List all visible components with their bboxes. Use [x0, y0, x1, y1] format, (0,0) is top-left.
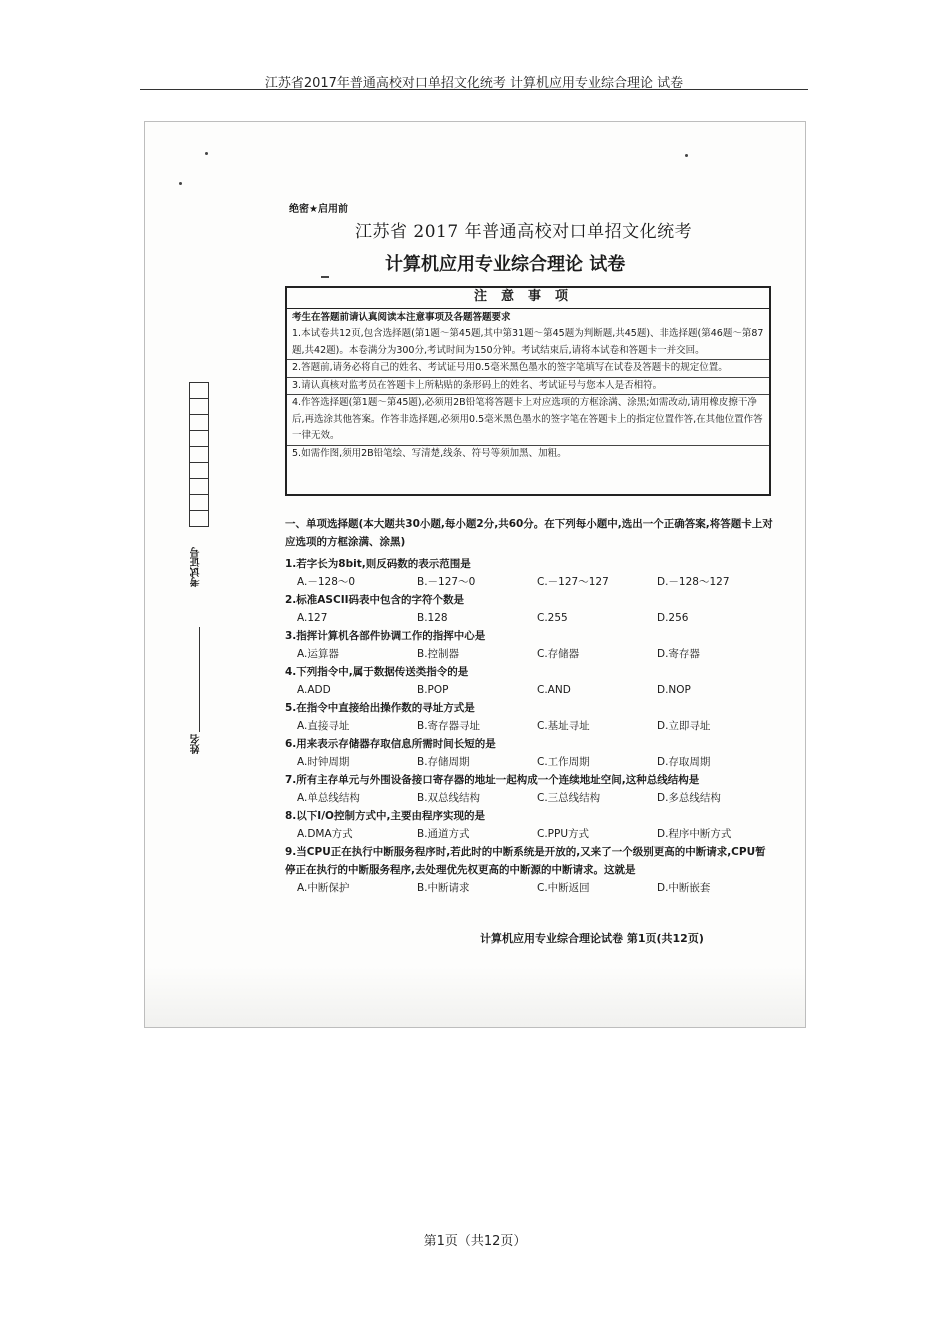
question-stem: 6.用来表示存储器存取信息所需时间长短的是: [285, 738, 496, 750]
question-stem: 4.下列指令中,属于数据传送类指令的是: [285, 666, 469, 678]
notice-box: [285, 286, 771, 496]
option: A.ADD: [297, 684, 331, 696]
option: D.程序中断方式: [657, 828, 732, 840]
option: A.时钟周期: [297, 756, 350, 768]
id-digit-box: [189, 398, 209, 415]
option: D.中断嵌套: [657, 882, 711, 894]
question-options: [297, 681, 775, 699]
question-options: [297, 753, 775, 771]
question-stem: 5.在指令中直接给出操作数的寻址方式是: [285, 702, 475, 714]
question-options: [297, 717, 775, 735]
option: A.DMA方式: [297, 828, 353, 840]
option: C.中断返回: [537, 882, 590, 894]
option: D.NOP: [657, 684, 691, 696]
question: [285, 735, 775, 771]
option: B.中断请求: [417, 882, 470, 894]
question-stem: 1.若字长为8bit,则反码数的表示范围是: [285, 558, 471, 570]
id-digit-box: [189, 446, 209, 463]
option: D.256: [657, 612, 689, 624]
exam-title: 江苏省 2017 年普通高校对口单招文化统考: [355, 222, 693, 242]
id-digit-box: [189, 430, 209, 447]
notice-intro: 考生在答题前请认真阅读本注意事项及各题答题要求: [292, 311, 511, 323]
option: C.存储器: [537, 648, 580, 660]
notice-title: 注意事项: [287, 288, 769, 309]
option: A.运算器: [297, 648, 339, 660]
option: C.AND: [537, 684, 571, 696]
id-digit-box: [189, 510, 209, 527]
option: A.－128～0: [297, 576, 356, 588]
notice-item: 4.作答选择题(第1题～第45题),必须用2B铅笔将答题卡上对应选项的方框涂满、涂黑;如需改动,请用橡皮擦干净后,再选涂其他答案。作答非选择题,必须用0.5毫米黑色墨水的签字笔在答题卡上的指定位置作答,在其他位置作答一律无效。: [287, 395, 769, 446]
question-stem: 8.以下I/O控制方式中,主要由程序实现的是: [285, 810, 485, 822]
question: [285, 555, 775, 591]
option: C.三总线结构: [537, 792, 601, 804]
option: B.通道方式: [417, 828, 470, 840]
question-options: [297, 573, 775, 591]
id-digit-box: [189, 478, 209, 495]
section-heading: 一、单项选择题(本大题共30小题,每小题2分,共60分。在下列每小题中,选出一个正确答案,将答题卡上对应选项的方框涂满、涂黑): [285, 518, 773, 548]
question-options: [297, 609, 775, 627]
question: [285, 591, 775, 627]
id-digit-box: [189, 494, 209, 511]
question: [285, 771, 775, 807]
notice-item: 1.本试卷共12页,包含选择题(第1题～第45题,其中第31题～第45题为判断题,共45题)、非选择题(第46题～第87题,共42题)。本卷满分为300分,考试时间为150分钟。考试结束后,请将本试卷和答题卡一并交回。: [287, 326, 769, 360]
option: B.控制器: [417, 648, 460, 660]
question-options: [297, 789, 775, 807]
question-list: [285, 555, 775, 897]
name-line: [199, 627, 200, 732]
question-stem: 3.指挥计算机各部件协调工作的指挥中心是: [285, 630, 486, 642]
notice-item: 5.如需作图,须用2B铅笔绘、写清楚,线条、符号等须加黑、加粗。: [292, 447, 567, 459]
question: [285, 843, 775, 897]
id-digit-box: [189, 382, 209, 399]
option: C.PPU方式: [537, 828, 590, 840]
option: D.－128～127: [657, 576, 730, 588]
exam-id-label: 考试证号: [191, 547, 202, 587]
scanned-exam-page: [144, 121, 806, 1028]
option: A.单总线结构: [297, 792, 360, 804]
inner-page-footer: 计算机应用专业综合理论试卷 第1页(共12页): [480, 932, 704, 945]
question-stem: 9.当CPU正在执行中断服务程序时,若此时的中断系统是开放的,又来了一个级别更高的中断请求,CPU暂停正在执行的中断服务程序,去处理优先权更高的中断源的中断请求。这就是: [285, 846, 766, 876]
option: C.工作周期: [537, 756, 590, 768]
question-options: [297, 825, 775, 843]
option: D.寄存器: [657, 648, 700, 660]
option: C.255: [537, 612, 568, 624]
option: B.－127～0: [417, 576, 476, 588]
question: [285, 699, 775, 735]
header-rule: [140, 89, 808, 90]
option: B.寄存器寻址: [417, 720, 481, 732]
notice-item: 2.答题前,请务必将自己的姓名、考试证号用0.5毫米黑色墨水的签字笔填写在试卷及答题卡的规定位置。: [287, 360, 769, 378]
id-digit-box: [189, 414, 209, 431]
option: A.中断保护: [297, 882, 350, 894]
option: A.127: [297, 612, 328, 624]
running-header: 江苏省2017年普通高校对口单招文化统考 计算机应用专业综合理论 试卷: [264, 76, 684, 91]
option: A.直接寻址: [297, 720, 350, 732]
option: D.多总线结构: [657, 792, 721, 804]
option: B.POP: [417, 684, 449, 696]
question: [285, 807, 775, 843]
page-number: 第1页（共12页）: [423, 1234, 527, 1249]
question: [285, 663, 775, 699]
exam-id-boxes: [189, 382, 209, 526]
scan-content: [145, 122, 805, 1027]
option: D.立即寻址: [657, 720, 711, 732]
option: B.存储周期: [417, 756, 470, 768]
question-options: [297, 879, 775, 897]
option: C.－127～127: [537, 576, 609, 588]
name-label: 姓名: [191, 734, 202, 754]
option: B.双总线结构: [417, 792, 481, 804]
question-options: [297, 645, 775, 663]
id-digit-box: [189, 462, 209, 479]
question-stem: 2.标准ASCII码表中包含的字符个数是: [285, 594, 465, 606]
notice-item: 3.请认真核对监考员在答题卡上所粘贴的条形码上的姓名、考试证号与您本人是否相符。: [287, 378, 769, 396]
question: [285, 627, 775, 663]
secret-mark: 绝密★启用前: [289, 204, 348, 215]
option: B.128: [417, 612, 448, 624]
option: C.基址寻址: [537, 720, 590, 732]
question-stem: 7.所有主存单元与外围设备接口寄存器的地址一起构成一个连续地址空间,这种总线结构是: [285, 774, 700, 786]
paper-title: 计算机应用专业综合理论 试卷: [385, 254, 626, 275]
option: D.存取周期: [657, 756, 711, 768]
